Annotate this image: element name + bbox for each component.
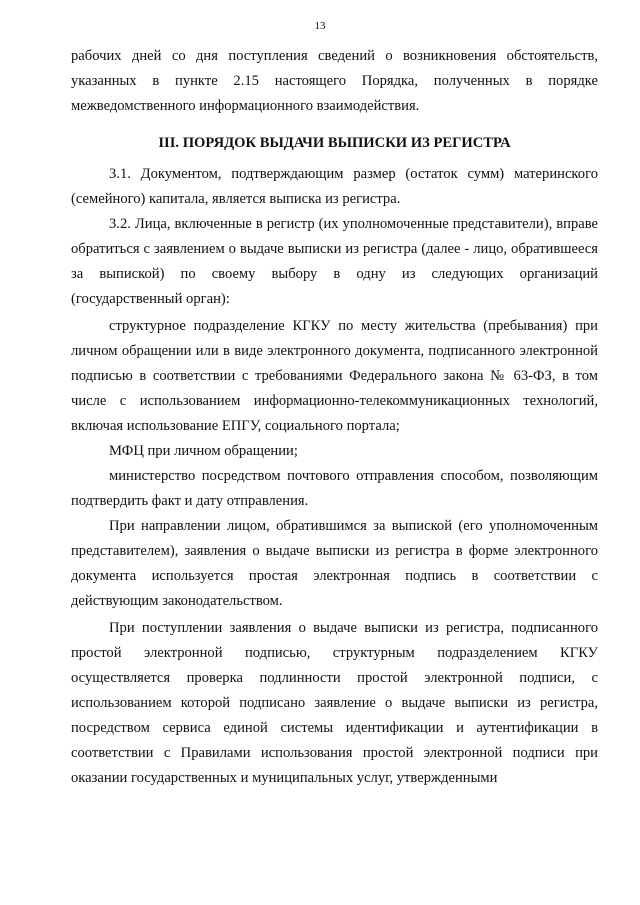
paragraph-signature-verification: При поступлении заявления о выдаче выписки из регистра, подписанного простой электронной подписью, структурным подразделением КГКУ осуществляется проверка подлинности простой электронной подписи, с использованием которой подписано заявление о выдаче выписки из регистра, посредством сервиса единой системы идентификации и аутентификации в соответствии с Правилами использования простой электронной подписи при оказании государственных и муниципальных услуг, утвержденными: [71, 620, 598, 786]
paragraph-electronic-signature: При направлении лицом, обратившимся за выпиской (его уполномоченным представителем), заявления о выдаче выписки из регистра в форме электронного документа используется простая электронная подпись в соответствии с действующим законодательством.: [71, 518, 598, 609]
document-body: [71, 44, 598, 791]
continuation-paragraph: рабочих дней со дня поступления сведений о возникновения обстоятельств, указанных в пункте 2.15 настоящего Порядка, полученных в порядке межведомственного информационного взаимодействия.: [71, 48, 598, 114]
page-number: 13: [314, 20, 326, 32]
list-item-ministry: министерство посредством почтового отправления способом, позволяющим подтвердить факт и дату отправления.: [71, 468, 598, 509]
paragraph-3-1: 3.1. Документом, подтверждающим размер (остаток сумм) материнского (семейного) капитала, является выписка из регистра.: [71, 166, 598, 207]
list-item-mfc: МФЦ при личном обращении;: [109, 443, 298, 459]
list-item-kgku: структурное подразделение КГКУ по месту жительства (пребывания) при личном обращении или в виде электронного документа, подписанного электронной подписью в соответствии с требованиями Федерального закона № 63-ФЗ, в том числе с использованием информационно-телекоммуникационных технологий, включая использование ЕПГУ, социального портала;: [71, 318, 598, 434]
section-heading: III. ПОРЯДОК ВЫДАЧИ ВЫПИСКИ ИЗ РЕГИСТРА: [158, 135, 511, 151]
paragraph-3-2: 3.2. Лица, включенные в регистр (их уполномоченные представители), вправе обратиться с заявлением о выдаче выписки из регистра (далее - лицо, обратившееся за выпиской) по своему выбору в одну из следующих организаций (государственный орган):: [71, 216, 598, 307]
